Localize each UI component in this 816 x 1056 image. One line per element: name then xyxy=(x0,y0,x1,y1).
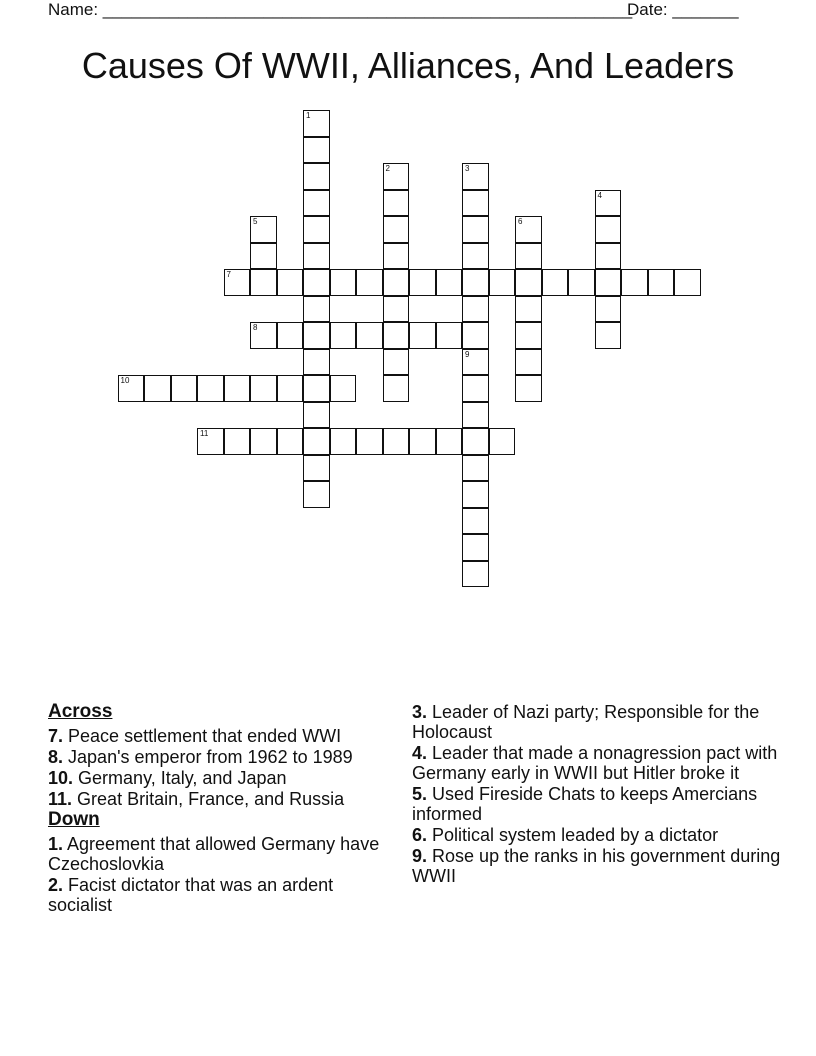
crossword-cell[interactable] xyxy=(462,216,489,243)
crossword-cell[interactable] xyxy=(462,296,489,323)
clues-right-column xyxy=(412,702,782,887)
crossword-cell[interactable] xyxy=(568,269,595,296)
crossword-cell[interactable] xyxy=(250,428,277,455)
crossword-cell[interactable] xyxy=(515,375,542,402)
date-field-label: Date: _______ xyxy=(627,0,739,19)
crossword-cell[interactable] xyxy=(436,428,463,455)
clue-across-11: 11. Great Britain, France, and Russia xyxy=(48,789,345,809)
crossword-cell[interactable] xyxy=(595,190,622,217)
crossword-cell[interactable] xyxy=(303,402,330,429)
crossword-cell[interactable] xyxy=(144,375,171,402)
crossword-cell[interactable] xyxy=(515,216,542,243)
crossword-cell[interactable] xyxy=(224,375,251,402)
crossword-cell[interactable] xyxy=(330,428,357,455)
crossword-cell[interactable] xyxy=(462,163,489,190)
crossword-cell[interactable] xyxy=(595,322,622,349)
page-title: Causes Of WWII, Alliances, And Leaders xyxy=(81,45,735,86)
crossword-cell[interactable] xyxy=(462,402,489,429)
crossword-cell[interactable] xyxy=(515,349,542,376)
crossword-cell[interactable] xyxy=(436,322,463,349)
crossword-cell[interactable] xyxy=(303,428,330,455)
name-field-label: Name: ________________________________________________________ xyxy=(48,0,633,19)
crossword-cell[interactable] xyxy=(303,110,330,137)
crossword-cell[interactable] xyxy=(621,269,648,296)
crossword-cell[interactable] xyxy=(462,534,489,561)
clue-down-9: 9. Rose up the ranks in his government during WWII xyxy=(412,846,781,886)
crossword-cell[interactable] xyxy=(462,243,489,270)
crossword-cell[interactable] xyxy=(462,428,489,455)
crossword-cell[interactable] xyxy=(197,375,224,402)
crossword-cell[interactable] xyxy=(515,243,542,270)
crossword-cell[interactable] xyxy=(303,137,330,164)
crossword-cell[interactable] xyxy=(383,322,410,349)
clue-number: 8 xyxy=(253,323,258,332)
crossword-cell[interactable] xyxy=(515,296,542,323)
crossword-cell[interactable] xyxy=(383,163,410,190)
crossword-cell[interactable] xyxy=(648,269,675,296)
clue-down-4: 4. Leader that made a nonagression pact with Germany early in WWII but Hitler broke it xyxy=(412,743,778,783)
clue-number: 1 xyxy=(306,111,311,120)
clue-number: 9 xyxy=(465,349,470,359)
clue-down-6: 6. Political system leaded by a dictator xyxy=(412,825,719,845)
crossword-cell[interactable] xyxy=(409,428,436,455)
crossword-cell[interactable] xyxy=(489,269,516,296)
crossword-cell[interactable] xyxy=(462,455,489,482)
crossword-cell[interactable] xyxy=(595,243,622,270)
crossword-cell[interactable] xyxy=(356,269,383,296)
crossword-cell[interactable] xyxy=(277,428,304,455)
down-heading: Down xyxy=(48,809,100,830)
crossword-cell[interactable] xyxy=(303,163,330,190)
crossword-cell[interactable] xyxy=(462,269,489,296)
crossword-cell[interactable] xyxy=(515,322,542,349)
clue-number: 5 xyxy=(253,217,258,226)
crossword-cell[interactable] xyxy=(674,269,701,296)
crossword-cell[interactable] xyxy=(303,296,330,323)
crossword-cell[interactable] xyxy=(383,296,410,323)
crossword-cell[interactable] xyxy=(330,322,357,349)
clue-across-7: 7. Peace settlement that ended WWI xyxy=(48,726,342,746)
crossword-cell[interactable] xyxy=(224,269,251,296)
crossword-cell[interactable] xyxy=(250,216,277,243)
crossword-cell[interactable] xyxy=(383,216,410,243)
crossword-cell[interactable] xyxy=(250,243,277,270)
clue-number: 4 xyxy=(597,190,602,200)
crossword-cell[interactable] xyxy=(250,322,277,349)
crossword-cell[interactable] xyxy=(330,375,357,402)
crossword-cell[interactable] xyxy=(436,269,463,296)
crossword-cell[interactable] xyxy=(409,322,436,349)
crossword-cell[interactable] xyxy=(462,481,489,508)
crossword-cell[interactable] xyxy=(462,349,489,376)
clue-across-10: 10. Germany, Italy, and Japan xyxy=(48,768,287,788)
crossword-cell[interactable] xyxy=(303,455,330,482)
crossword-cell[interactable] xyxy=(356,322,383,349)
clue-down-3: 3. Leader of Nazi party; Responsible for the Holocaust xyxy=(412,702,760,742)
crossword-cell[interactable] xyxy=(383,349,410,376)
clue-number: 7 xyxy=(226,270,231,279)
crossword-cell[interactable] xyxy=(250,269,277,296)
crossword-cell[interactable] xyxy=(197,428,224,455)
crossword-cell[interactable] xyxy=(250,375,277,402)
clue-down-2: 2. Facist dictator that was an ardent socialist xyxy=(48,875,334,915)
crossword-cell[interactable] xyxy=(118,375,145,402)
crossword-cell[interactable] xyxy=(489,428,516,455)
crossword-cell[interactable] xyxy=(356,428,383,455)
crossword-cell[interactable] xyxy=(595,296,622,323)
crossword-cell[interactable] xyxy=(277,375,304,402)
clue-number: 3 xyxy=(465,164,470,173)
clue-down-1: 1. Agreement that allowed Germany have Czechoslovkia xyxy=(48,834,380,874)
crossword-cell[interactable] xyxy=(171,375,198,402)
crossword-cell[interactable] xyxy=(462,508,489,535)
crossword-cell[interactable] xyxy=(383,428,410,455)
clue-number: 6 xyxy=(518,217,523,226)
clue-down-5: 5. Used Fireside Chats to keeps Amercians informed xyxy=(412,784,758,824)
crossword-cell[interactable] xyxy=(224,428,251,455)
clues-left-column xyxy=(48,702,398,916)
crossword-cell[interactable] xyxy=(383,375,410,402)
crossword-cell[interactable] xyxy=(383,243,410,270)
clue-number: 10 xyxy=(120,376,130,385)
crossword-cell[interactable] xyxy=(277,322,304,349)
crossword-cell[interactable] xyxy=(303,322,330,349)
crossword-cell[interactable] xyxy=(277,269,304,296)
crossword-cell[interactable] xyxy=(303,349,330,376)
crossword-cell[interactable] xyxy=(303,190,330,217)
crossword-cell[interactable] xyxy=(303,216,330,243)
crossword-cell[interactable] xyxy=(542,269,569,296)
crossword-cell[interactable] xyxy=(383,190,410,217)
crossword-cell[interactable] xyxy=(303,481,330,508)
crossword-cell[interactable] xyxy=(383,269,410,296)
crossword-cell[interactable] xyxy=(462,322,489,349)
crossword-cell[interactable] xyxy=(303,375,330,402)
crossword-cell[interactable] xyxy=(595,269,622,296)
crossword-cell[interactable] xyxy=(303,269,330,296)
crossword-cell[interactable] xyxy=(595,216,622,243)
across-heading: Across xyxy=(48,701,113,722)
crossword-cell[interactable] xyxy=(462,375,489,402)
crossword-cell[interactable] xyxy=(330,269,357,296)
crossword-cell[interactable] xyxy=(409,269,436,296)
clue-number: 11 xyxy=(200,429,209,438)
crossword-cell[interactable] xyxy=(303,243,330,270)
crossword-cell[interactable] xyxy=(462,190,489,217)
clue-across-8: 8. Japan's emperor from 1962 to 1989 xyxy=(48,747,353,767)
clue-number: 2 xyxy=(385,164,390,173)
crossword-cell[interactable] xyxy=(462,561,489,588)
crossword-cell[interactable] xyxy=(515,269,542,296)
